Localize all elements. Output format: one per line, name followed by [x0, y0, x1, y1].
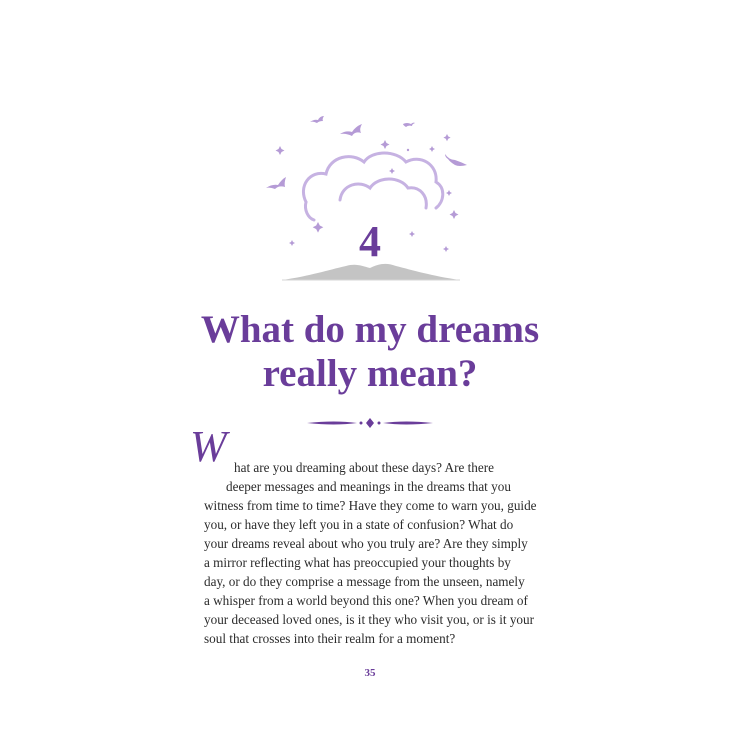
divider-ornament [305, 414, 435, 432]
paragraph-line: your deceased loved ones, is it they who visit you, or is it your [204, 612, 535, 627]
paragraph-line: a mirror reflecting what has preoccupied your thoughts by [204, 555, 511, 570]
chapter-title-line-2: really mean? [262, 352, 478, 395]
paragraph-line: your dreams reveal about who you truly are? Are they simply [204, 536, 528, 551]
paragraph-line: deeper messages and meanings in the dreams that you [226, 479, 511, 494]
page-number: 35 [364, 667, 376, 679]
chapter-number: 4 [359, 217, 381, 266]
cloud-icon [303, 153, 442, 220]
paragraph-line: soul that crosses into their realm for a moment? [204, 631, 456, 646]
paragraph-line: day, or do they comprise a message from the unseen, namely [204, 574, 525, 589]
mountain-icon [282, 264, 460, 280]
chapter-title [130, 308, 610, 396]
paragraph-line: you, or have they left you in a state of confusion? What do [204, 517, 514, 532]
paragraph-line: hat are you dreaming about these days? Are there [234, 460, 494, 475]
drop-cap: W [190, 422, 227, 471]
chapter-title-line-1: What do my dreams [200, 308, 540, 351]
paragraph-line: witness from time to time? Have they come to warn you, guide [204, 498, 537, 513]
paragraph-line: a whisper from a world beyond this one? When you dream of [204, 593, 528, 608]
